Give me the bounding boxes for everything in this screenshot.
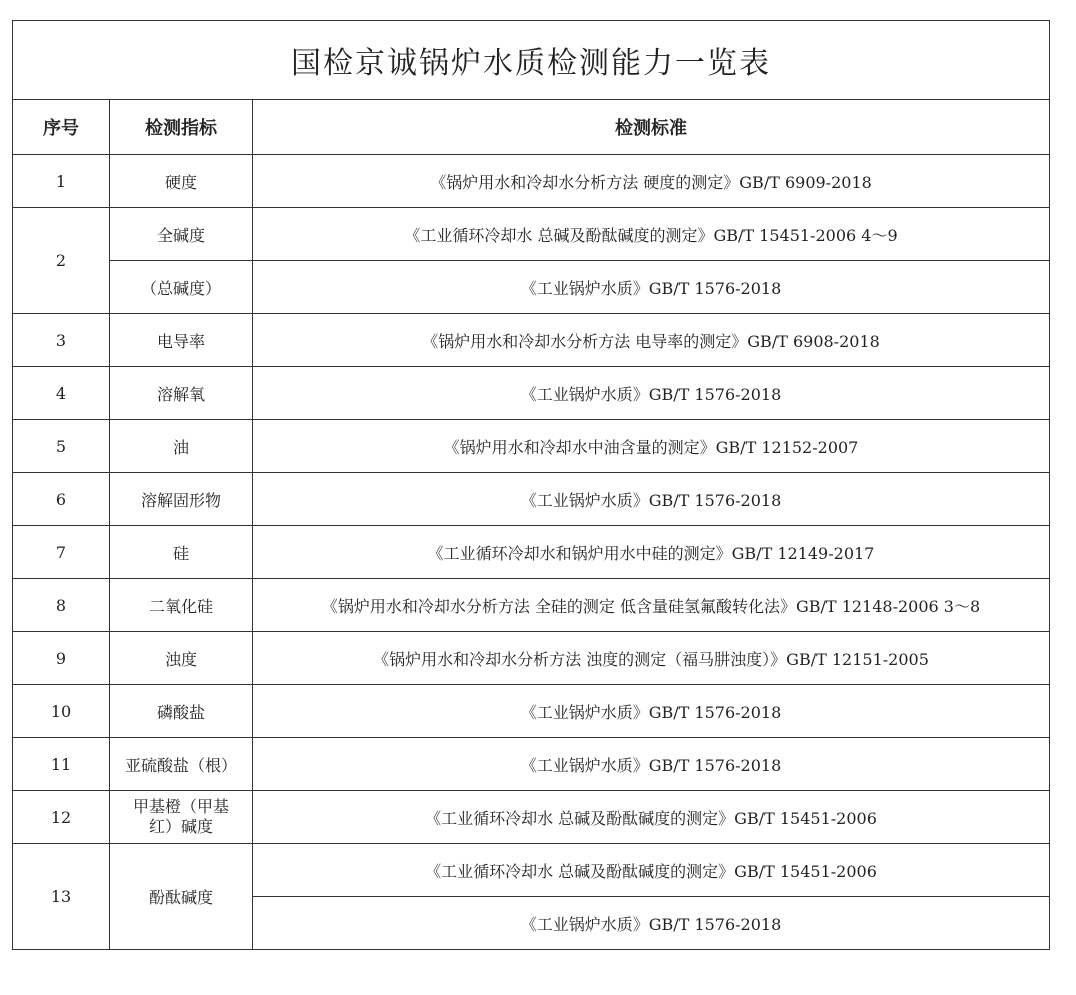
row-standard: 《工业循环冷却水和锅炉用水中硅的测定》GB/T 12149-2017 — [253, 526, 1050, 579]
row-standard: 《工业锅炉水质》GB/T 1576-2018 — [253, 261, 1050, 314]
header-no: 序号 — [13, 100, 110, 155]
row-item-line: 红）碱度 — [148, 817, 213, 836]
capability-table-frame — [12, 20, 1049, 950]
row-no: 3 — [13, 314, 110, 367]
row-standard: 《锅炉用水和冷却水中油含量的测定》GB/T 12152-2007 — [253, 420, 1050, 473]
row-standard: 《工业锅炉水质》GB/T 1576-2018 — [253, 738, 1050, 791]
row-item: 浊度 — [110, 632, 253, 685]
row-item-line: 甲基橙（甲基 — [132, 797, 229, 816]
table-row — [13, 473, 1050, 526]
row-item: 油 — [110, 420, 253, 473]
row-standard: 《锅炉用水和冷却水分析方法 硬度的测定》GB/T 6909-2018 — [253, 155, 1050, 208]
row-item: 磷酸盐 — [110, 685, 253, 738]
table-row — [13, 632, 1050, 685]
row-item: 二氧化硅 — [110, 579, 253, 632]
row-item: （总碱度） — [110, 261, 253, 314]
row-no: 10 — [13, 685, 110, 738]
row-standard: 《工业锅炉水质》GB/T 1576-2018 — [253, 473, 1050, 526]
table-row — [13, 844, 1050, 897]
row-no: 6 — [13, 473, 110, 526]
table-row — [13, 685, 1050, 738]
row-standard: 《工业循环冷却水 总碱及酚酞碱度的测定》GB/T 15451-2006 — [253, 791, 1050, 844]
row-item: 全碱度 — [110, 208, 253, 261]
table-row — [13, 579, 1050, 632]
row-no: 12 — [13, 791, 110, 844]
table-row — [13, 261, 1050, 314]
table-row — [13, 208, 1050, 261]
row-item: 电导率 — [110, 314, 253, 367]
table-row — [13, 420, 1050, 473]
row-standard: 《锅炉用水和冷却水分析方法 电导率的测定》GB/T 6908-2018 — [253, 314, 1050, 367]
table-title: 国检京诚锅炉水质检测能力一览表 — [13, 21, 1050, 100]
row-item: 硬度 — [110, 155, 253, 208]
row-item — [110, 791, 253, 844]
row-no: 13 — [13, 844, 110, 950]
header-standard: 检测标准 — [253, 100, 1050, 155]
row-no: 11 — [13, 738, 110, 791]
row-item: 酚酞碱度 — [110, 844, 253, 950]
row-standard: 《锅炉用水和冷却水分析方法 浊度的测定（福马肼浊度）》GB/T 12151-2005 — [253, 632, 1050, 685]
table-row — [13, 791, 1050, 844]
row-standard: 《工业锅炉水质》GB/T 1576-2018 — [253, 897, 1050, 950]
row-standard: 《工业锅炉水质》GB/T 1576-2018 — [253, 367, 1050, 420]
row-standard: 《锅炉用水和冷却水分析方法 全硅的测定 低含量硅氢氟酸转化法》GB/T 12148-2006 3～8 — [253, 579, 1050, 632]
row-no: 7 — [13, 526, 110, 579]
row-no: 2 — [13, 208, 110, 314]
row-standard: 《工业循环冷却水 总碱及酚酞碱度的测定》GB/T 15451-2006 — [253, 844, 1050, 897]
table-row — [13, 367, 1050, 420]
row-item: 溶解氧 — [110, 367, 253, 420]
row-item: 硅 — [110, 526, 253, 579]
row-item: 亚硫酸盐（根） — [110, 738, 253, 791]
row-no: 1 — [13, 155, 110, 208]
row-no: 8 — [13, 579, 110, 632]
header-item: 检测指标 — [110, 100, 253, 155]
row-item: 溶解固形物 — [110, 473, 253, 526]
row-standard: 《工业循环冷却水 总碱及酚酞碱度的测定》GB/T 15451-2006 4～9 — [253, 208, 1050, 261]
row-no: 9 — [13, 632, 110, 685]
table-row — [13, 526, 1050, 579]
table-row — [13, 738, 1050, 791]
row-standard: 《工业锅炉水质》GB/T 1576-2018 — [253, 685, 1050, 738]
table-row — [13, 314, 1050, 367]
row-no: 4 — [13, 367, 110, 420]
table-row — [13, 155, 1050, 208]
capability-table — [12, 20, 1050, 950]
row-no: 5 — [13, 420, 110, 473]
